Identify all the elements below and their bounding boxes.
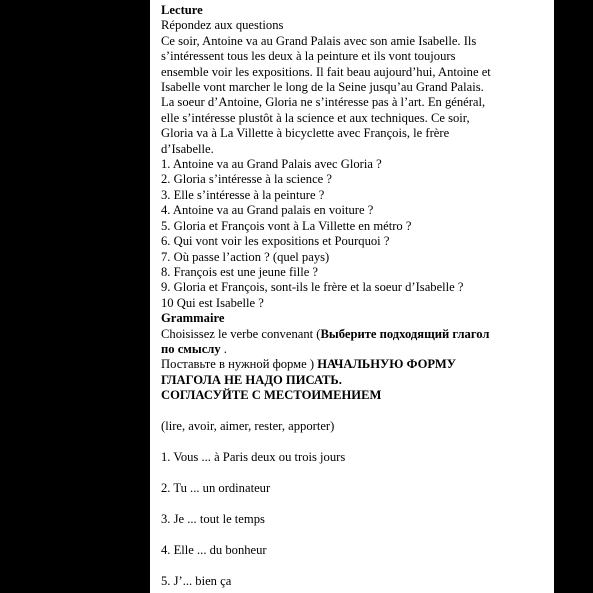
instruction-line: [161, 342, 551, 357]
spacer: [161, 527, 551, 543]
exercise-list: [161, 434, 551, 589]
lecture-text-line: Gloria va à La Villette à bicyclette avec François, le frère: [161, 126, 450, 141]
lecture-instruction: Répondez aux questions: [161, 18, 284, 33]
question-item: 1. Antoine va au Grand Palais avec Gloria ?: [161, 157, 382, 172]
question-item: 7. Où passe l’action ? (quel pays): [161, 249, 330, 264]
verb-list: (lire, avoir, aimer, rester, apporter): [161, 419, 335, 434]
exercise-item: 5. J’... bien ça: [161, 573, 232, 588]
instruction-line: [161, 357, 551, 372]
exercise-item: 2. Tu ... un ordinateur: [161, 480, 271, 495]
exercise-item: 3. Je ... tout le temps: [161, 511, 265, 526]
instruction-text: .: [220, 341, 227, 356]
spacer: [161, 558, 551, 574]
instruction-line: [161, 327, 551, 342]
question-item: 5. Gloria et François vont à La Villette en métro ?: [161, 218, 412, 233]
spacer: [161, 434, 551, 450]
document-page: [150, 0, 554, 593]
exercise-item: 4. Elle ... du bonheur: [161, 542, 267, 557]
question-list: [161, 157, 551, 311]
instruction-text: Choisissez le verbe convenant (: [161, 326, 321, 341]
instruction-russian-bold: Выберите подходящий глагол: [320, 326, 490, 341]
lecture-heading: Lecture: [161, 3, 203, 17]
lecture-text-line: elle s’intéresse plustôt à la science et aux techniques. Ce soir,: [161, 110, 470, 125]
instruction-russian-bold: СОГЛАСУЙТЕ С МЕСТОИМЕНИЕМ: [161, 388, 382, 403]
instruction-russian-bold: НАЧАЛЬНУЮ ФОРМУ: [317, 357, 456, 372]
lecture-text-line: s’intéressent tous les deux à la peinture et ils vont toujours: [161, 49, 456, 64]
lecture-text-line: ensemble voir les expositions. Il fait beau aujourd’hui, Antoine et: [161, 64, 491, 79]
grammaire-instructions: [161, 327, 551, 404]
spacer: [161, 465, 551, 481]
document-content: [161, 3, 551, 589]
instruction-russian-bold: ГЛАГОЛА НЕ НАДО ПИСАТЬ.: [161, 372, 342, 387]
question-item: 10 Qui est Isabelle ?: [161, 295, 264, 310]
instruction-text: Поставьте в нужной форме ): [161, 357, 318, 372]
question-item: 8. François est une jeune fille ?: [161, 264, 319, 279]
instruction-russian-bold: по смыслу: [161, 341, 221, 356]
spacer: [161, 404, 551, 420]
lecture-text-line: Ce soir, Antoine va au Grand Palais avec son amie Isabelle. Ils: [161, 33, 477, 48]
grammaire-heading: Grammaire: [161, 311, 225, 326]
lecture-text-line: La soeur d’Antoine, Gloria ne s’intéresse pas à l’art. En général,: [161, 95, 486, 110]
lecture-text-line: Isabelle vont marcher le long de la Seine jusqu’au Grand Palais.: [161, 80, 484, 95]
exercise-item: 1. Vous ... à Paris deux ou trois jours: [161, 449, 346, 464]
question-item: 6. Qui vont voir les expositions et Pourquoi ?: [161, 234, 390, 249]
question-item: 2. Gloria s’intéresse à la science ?: [161, 172, 332, 187]
question-item: 3. Elle s’intéresse à la peinture ?: [161, 187, 325, 202]
question-item: 9. Gloria et François, sont-ils le frère et la soeur d’Isabelle ?: [161, 280, 464, 295]
lecture-text: [161, 34, 551, 157]
question-item: 4. Antoine va au Grand palais en voiture ?: [161, 203, 374, 218]
lecture-text-line: d’Isabelle.: [161, 141, 214, 156]
spacer: [161, 496, 551, 512]
